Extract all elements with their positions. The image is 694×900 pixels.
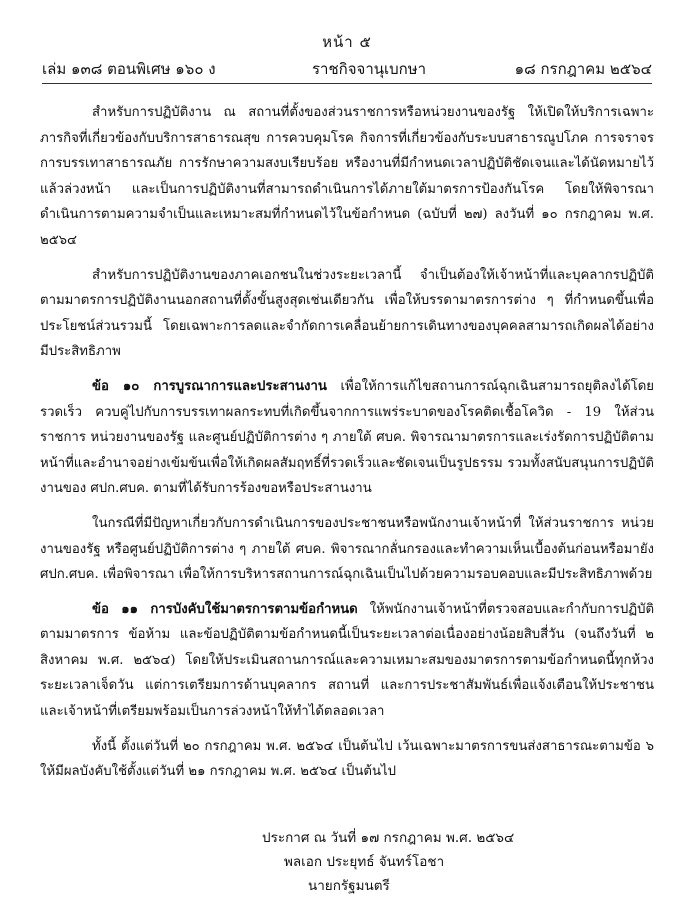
announcement-date: ประกาศ ณ วันที่ ๑๗ กรกฎาคม พ.ศ. ๒๕๖๔	[262, 830, 515, 846]
paragraph-4: ในกรณีที่มีปัญหาเกี่ยวกับการดำเนินการของประชาชนหรือพนักงานเจ้าหน้าที่ ให้ส่วนราชการ หน่วยงานของรัฐ หรือศูนย์ปฏิบัติการต่าง ๆ ภายใต้ ศบค. พิจารณากลั่นกรองและทำความเห็นเบื้องต้นก่อนหรือมายัง ศปก.ศบค. เพื่อพิจารณา เพื่อให้การบริหารสถานการณ์ฉุกเฉินเป็นไปด้วยความรอบคอบและมีประสิทธิภาพด้วย	[40, 515, 654, 583]
signatory-title: นายกรัฐมนตรี	[308, 878, 390, 894]
header-volume: เล่ม ๑๓๘ ตอนพิเศษ ๑๖๐ ง	[42, 60, 216, 78]
signatory-name: พลเอก ประยุทธ์ จันทร์โอชา	[284, 854, 445, 870]
clause-10-heading: ข้อ ๑๐ การบูรณาการและประสานงาน	[92, 378, 327, 394]
page-number: หน้า ๕	[322, 33, 372, 51]
paragraph-1: สำหรับการปฏิบัติงาน ณ สถานที่ตั้งของส่วนราชการหรือหน่วยงานของรัฐ ให้เปิดให้บริการเฉพาะภารกิจที่เกี่ยวข้องกับบริการสาธารณสุข การควบคุมโรค กิจการที่เกี่ยวข้องกับระบบสาธารณูปโภค การจราจร การบรรเทาสาธารณภัย การรักษาความสงบเรียบร้อย หรืองานที่มีกำหนดเวลาปฏิบัติชัดเจนและได้นัดหมายไว้แล้วล่วงหน้า และเป็นการปฏิบัติงานที่สามารถดำเนินการได้ภายใต้มาตรการป้องกันโรค โดยให้พิจารณาดำเนินการตามความจำเป็นและเหมาะสมที่กำหนดไว้ในข้อกำหนด (ฉบับที่ ๒๗) ลงวันที่ ๑๐ กรกฎาคม พ.ศ. ๒๕๖๔	[40, 105, 654, 248]
paragraph-2: สำหรับการปฏิบัติงานของภาคเอกชนในช่วงระยะเวลานี้ จำเป็นต้องให้เจ้าหน้าที่และบุคลากรปฏิบัติตามมาตรการปฏิบัติงานนอกสถานที่ตั้งขั้นสูงสุดเช่นเดียวกัน เพื่อให้บรรดามาตรการต่าง ๆ ที่กำหนดขึ้นเพื่อประโยชน์ส่วนรวมนี้ โดยเฉพาะการลดและจำกัดการเคลื่อนย้ายการเดินทางของบุคคลสามารถเกิดผลได้อย่างมีประสิทธิภาพ	[40, 267, 654, 360]
paragraph-clause-10: ข้อ ๑๐ การบูรณาการและประสานงาน เพื่อให้การแก้ไขสถานการณ์ฉุกเฉินสามารถยุติลงได้โดยรวดเร็ว ควบคู่ไปกับการบรรเทาผลกระทบที่เกิดขึ้นจากการแพร่ระบาดของโรคติดเชื้อโควิด - 19 ให้ส่วนราชการ หน่วยงานของรัฐ และศูนย์ปฏิบัติการต่าง ๆ ภายใต้ ศบค. พิจารณามาตรการและเร่งรัดการปฏิบัติตามหน้าที่และอำนาจอย่างเข้มข้นเพื่อให้เกิดผลสัมฤทธิ์ที่รวดเร็วและชัดเจนเป็นรูปธรรม รวมทั้งสนับสนุนการปฏิบัติงานของ ศปก.ศบค. ตามที่ได้รับการร้องขอหรือประสานงาน	[40, 378, 655, 497]
clause-11-heading: ข้อ ๑๑ การบังคับใช้มาตรการตามข้อกำหนด	[92, 601, 358, 617]
header-date: ๑๘ กรกฎาคม ๒๕๖๔	[514, 60, 652, 78]
document-body	[40, 100, 654, 794]
signature-block	[262, 826, 622, 898]
header-rule	[42, 83, 652, 84]
header-gazette-title: ราชกิจจานุเบกษา	[312, 60, 427, 78]
paragraph-6: ทั้งนี้ ตั้งแต่วันที่ ๒๐ กรกฎาคม พ.ศ. ๒๕๖๔ เป็นต้นไป เว้นเฉพาะมาตรการขนส่งสาธารณะตามข้อ ๖ ให้มีผลบังคับใช้ตั้งแต่วันที่ ๒๑ กรกฎาคม พ.ศ. ๒๕๖๔ เป็นต้นไป	[40, 738, 654, 780]
gazette-header	[42, 57, 652, 79]
paragraph-clause-11: ข้อ ๑๑ การบังคับใช้มาตรการตามข้อกำหนด ให้พนักงานเจ้าหน้าที่ตรวจสอบและกำกับการปฏิบัติตามมาตรการ ข้อห้าม และข้อปฏิบัติตามข้อกำหนดนี้เป็นระยะเวลาต่อเนื่องอย่างน้อยสิบสี่วัน (จนถึงวันที่ ๒ สิงหาคม พ.ศ. ๒๕๖๔) โดยให้ประเมินสถานการณ์และความเหมาะสมของมาตรการตามข้อกำหนดนี้ทุกห้วงระยะเวลาเจ็ดวัน แต่การเตรียมการด้านบุคลากร สถานที่ และการประชาสัมพันธ์เพื่อแจ้งเตือนให้ประชาชนและเจ้าหน้าที่เตรียมพร้อมเป็นการล่วงหน้าให้ทำได้ตลอดเวลา	[40, 601, 655, 720]
